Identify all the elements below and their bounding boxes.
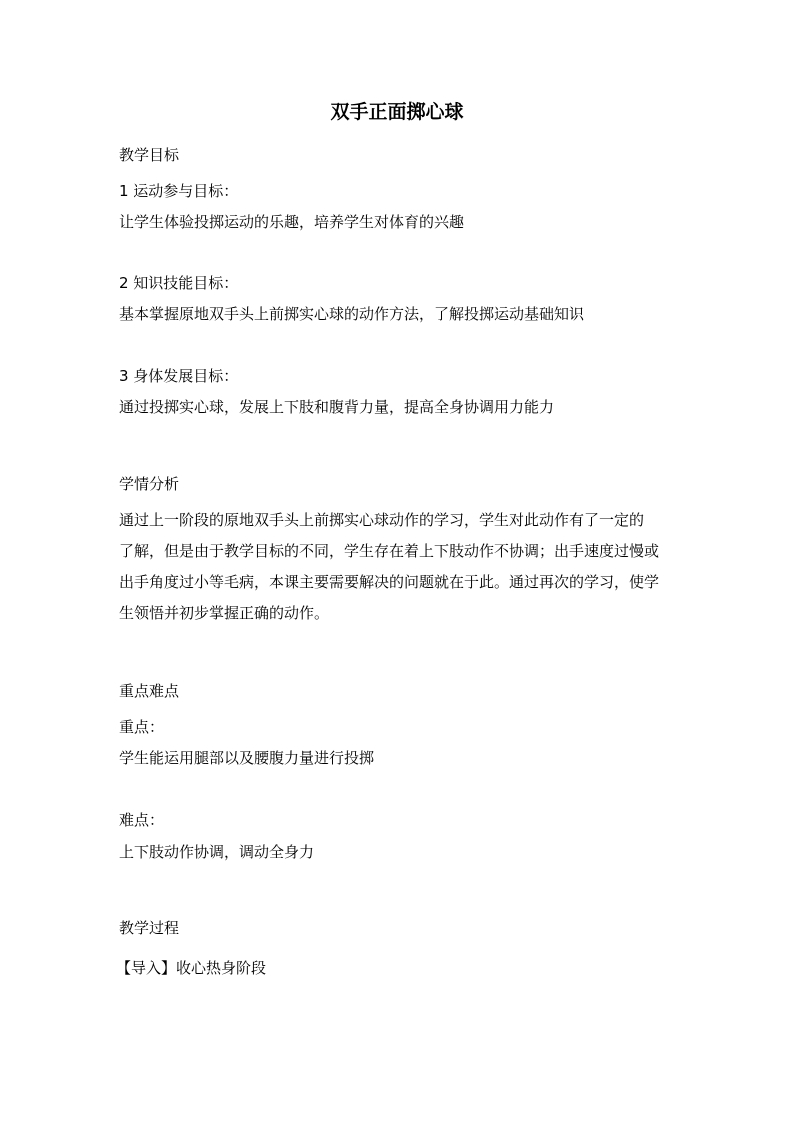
- analysis-paragraph: [119, 505, 679, 629]
- analysis-line-1: 通过上一阶段的原地双手头上前掷实心球动作的学习，学生对此动作有了一定的: [119, 511, 645, 529]
- section-heading-analysis: 学情分析: [119, 475, 180, 493]
- difficulty-text: 上下肢动作协调，调动全身力: [119, 843, 315, 861]
- objective-label-1: 1 运动参与目标：: [119, 182, 239, 200]
- section-heading-key-points: 重点难点: [119, 682, 180, 700]
- objective-text-1: 让学生体验投掷运动的乐趣，培养学生对体育的兴趣: [119, 213, 465, 231]
- section-heading-objectives: 教学目标: [119, 146, 180, 164]
- analysis-line-4: 生领悟并初步掌握正确的动作。: [119, 604, 330, 622]
- objective-text-2: 基本掌握原地双手头上前掷实心球的动作方法，了解投掷运动基础知识: [119, 305, 585, 323]
- key-point-label: 重点：: [119, 718, 165, 736]
- analysis-line-2: 了解，但是由于教学目标的不同，学生存在着上下肢动作不协调；出手速度过慢或: [119, 542, 660, 560]
- section-heading-process: 教学过程: [119, 919, 180, 937]
- document-title: 双手正面掷心球: [330, 101, 464, 123]
- objective-label-2: 2 知识技能目标：: [119, 274, 239, 292]
- objective-label-3: 3 身体发展目标：: [119, 367, 239, 385]
- analysis-line-3: 出手角度过小等毛病，本课主要需要解决的问题就在于此。通过再次的学习，使学: [119, 573, 660, 591]
- key-point-text: 学生能运用腿部以及腰腹力量进行投掷: [119, 749, 375, 767]
- difficulty-label: 难点：: [119, 811, 165, 829]
- process-stage: 【导入】收心热身阶段: [116, 959, 267, 977]
- objective-text-3: 通过投掷实心球，发展上下肢和腹背力量，提高全身协调用力能力: [119, 398, 555, 416]
